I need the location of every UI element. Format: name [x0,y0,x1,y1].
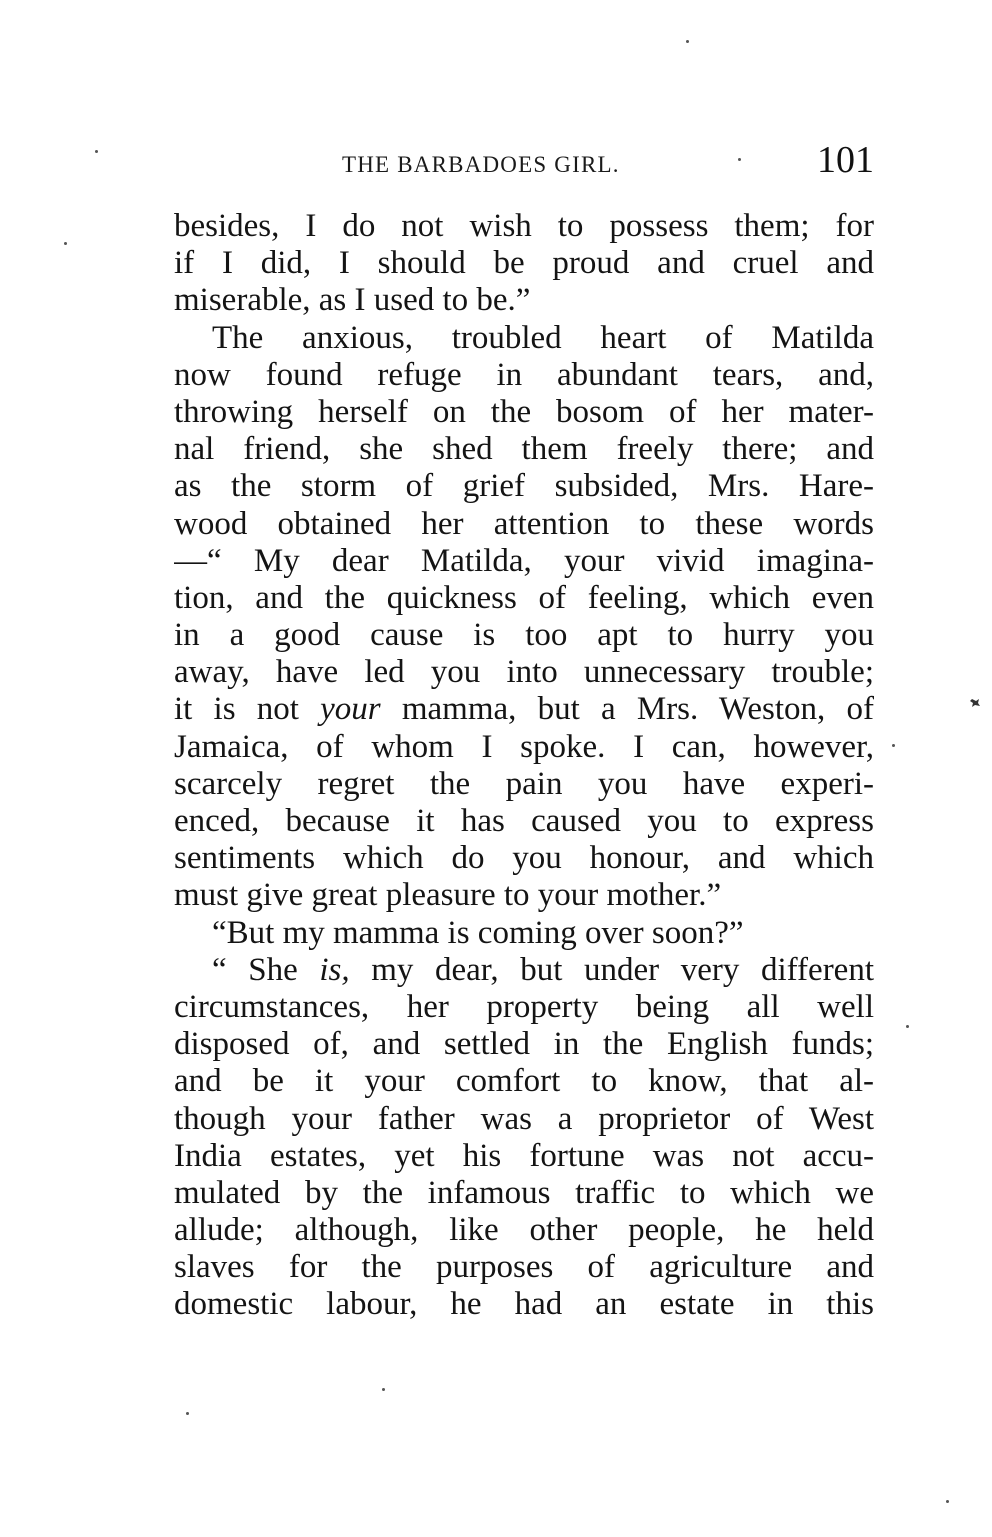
text-line [174,729,874,766]
text-line [174,1175,874,1212]
text-line-content: if I did, I should be proud and cruel and [174,245,874,282]
text-line [174,1249,874,1286]
text-line-content: away, have led you into unnecessary trouble; [174,654,874,691]
text-line-content: as the storm of grief subsided, Mrs. Hare- [174,468,874,505]
text-line-continuation: mamma, but a Mrs. Weston, of [380,691,874,728]
text-line [174,580,874,617]
text-line [174,431,874,468]
text-line [174,1101,874,1138]
text-line [174,468,874,505]
ink-blot-icon [970,698,980,708]
text-line [174,506,874,543]
text-line [174,654,874,691]
text-line [174,803,874,840]
text-line-content: nal friend, she shed them freely there; and [174,431,874,468]
text-line [174,1138,874,1175]
text-line-content: scarcely regret the pain you have experi- [174,765,874,802]
text-line [174,1063,874,1100]
text-line [174,915,874,952]
text-line-content: allude; although, like other people, he held [174,1212,874,1249]
page-number: 101 [817,139,874,181]
text-line [174,394,874,431]
text-line-content: and be it your comfort to know, that al- [174,1063,874,1100]
text-line-content: throwing herself on the bosom of her mater- [174,393,874,430]
text-line-content: disposed of, and settled in the English funds; [174,1026,874,1063]
text-line [174,691,874,728]
text-line-content: slaves for the purposes of agriculture and [174,1249,874,1286]
text-line-content: India estates, yet his fortune was not accu- [174,1137,874,1174]
text-line-content: —“ My dear Matilda, your vivid imagina- [174,542,874,579]
text-line-content: though your father was a proprietor of West [174,1100,874,1137]
text-line-content: tion, and the quickness of feeling, which even [174,579,874,616]
text-line [174,543,874,580]
text-line-continuation: my dear, but under very different [349,951,874,988]
text-line [174,320,874,357]
text-line-content: “But my mamma is coming over soon?” [212,914,744,951]
text-line [174,617,874,654]
text-line-content: circumstances, her property being all well [174,988,874,1025]
text-line-content: The anxious, troubled heart of Matilda [212,319,874,356]
text-line [174,282,874,319]
text-line [174,245,874,282]
page-header [342,138,874,188]
emphasis: your [320,691,381,728]
text-line-content: “ She [212,951,320,988]
text-line-content: now found refuge in abundant tears, and, [174,356,874,393]
text-line [174,766,874,803]
text-line [174,1026,874,1063]
text-line [174,840,874,877]
text-line-content: wood obtained her attention to these words [174,505,874,542]
text-line [174,989,874,1026]
text-line-content: sentiments which do you honour, and which [174,840,874,877]
text-line [174,208,874,245]
text-line-content: enced, because it has caused you to express [174,803,874,839]
text-line [174,357,874,394]
body-text [174,208,874,1324]
text-line [174,1286,874,1323]
text-line-content: must give great pleasure to your mother.” [174,877,722,914]
text-line-content: Jamaica, of whom I spoke. I can, however, [174,728,874,765]
text-line-content: in a good cause is too apt to hurry you [174,617,874,654]
text-line [174,1212,874,1249]
text-line-content: mulated by the infamous traffic to which we [174,1174,874,1211]
text-line [174,952,874,989]
running-title: THE BARBADOES GIRL. [342,152,620,177]
text-line-content: domestic labour, he had an estate in this [174,1286,874,1323]
text-line-content: miserable, as I used to be.” [174,282,531,319]
text-line-content: it is not [174,691,321,728]
emphasis: is, [319,951,350,988]
text-line [174,877,874,914]
text-line-content: besides, I do not wish to possess them; for [174,208,874,244]
